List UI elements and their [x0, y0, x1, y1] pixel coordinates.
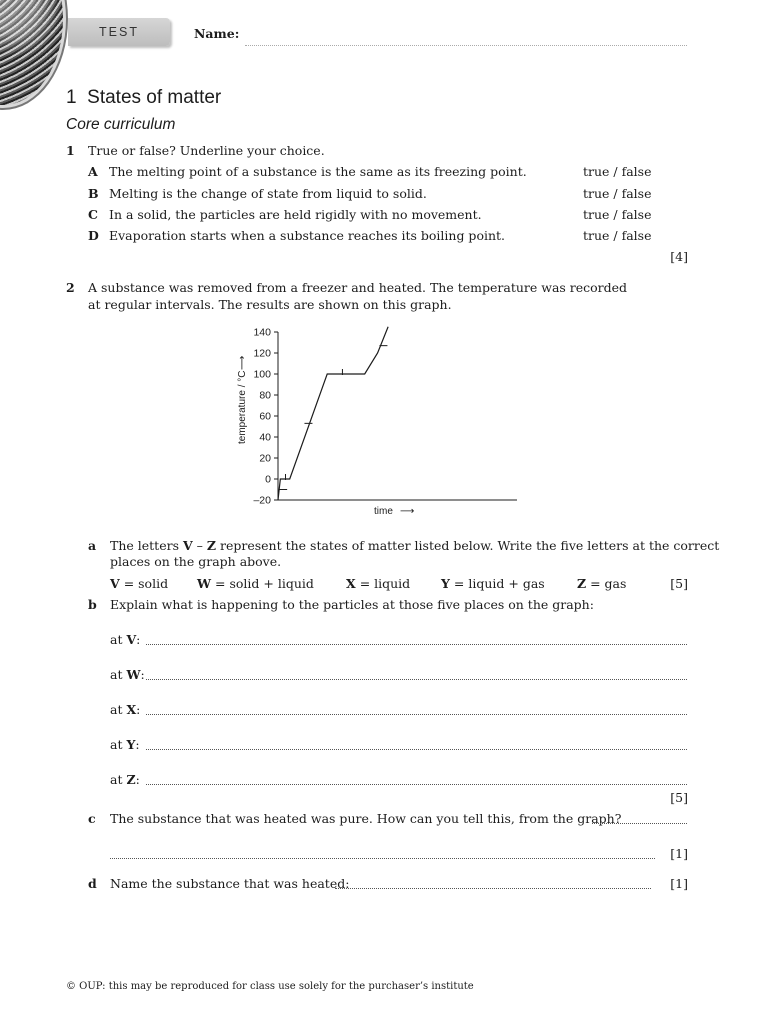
unit-number: 1 [66, 87, 77, 108]
answer-label-letter: Y [126, 737, 136, 752]
unit-title [66, 87, 221, 109]
name-label: Name: [194, 26, 240, 41]
question-2-number: 2 [66, 280, 75, 295]
y-ticks [253, 327, 278, 507]
answer-label-post: : [140, 667, 145, 682]
q1-item-text: The melting point of a substance is the same as its freezing point. [109, 164, 527, 179]
curve-marks [279, 346, 387, 490]
y-tick-label: 120 [253, 347, 271, 360]
test-tab: TEST [68, 18, 170, 46]
answer-label-post: : [135, 737, 140, 752]
state-key-v [110, 576, 168, 591]
part-a-letter-v: V [182, 538, 193, 553]
state-key-y [441, 576, 545, 591]
answer-line-c2[interactable] [110, 858, 655, 859]
part-a-text-line2: places on the graph above. [110, 554, 282, 569]
answer-label-pre: at [110, 737, 127, 752]
state-key-x [346, 576, 410, 591]
key-desc: = solid [123, 576, 169, 591]
question-1-number: 1 [66, 143, 75, 158]
answer-label-letter: W [126, 667, 141, 682]
answer-line-z[interactable] [146, 784, 687, 785]
y-axis-label: temperature / °C [237, 370, 248, 444]
part-a-marks: [5] [670, 576, 688, 591]
part-d-marks: [1] [670, 876, 688, 891]
part-a-text-pre: The letters [110, 538, 183, 553]
question-2-prompt-line1: A substance was removed from a freezer and heated. The temperature was recorded [88, 280, 628, 295]
q1-item-text: Evaporation starts when a substance reaches its boiling point. [109, 228, 506, 243]
name-answer-line[interactable] [245, 45, 687, 46]
part-b-marks: [5] [670, 790, 688, 805]
temperature-time-graph [228, 318, 528, 524]
part-c-text: The substance that was heated was pure. How can you tell this, from the graph? [110, 811, 622, 826]
part-b-text: Explain what is happening to the particles at those five places on the graph: [110, 597, 594, 612]
key-desc: = solid + liquid [215, 576, 314, 591]
y-tick-label: 40 [259, 431, 271, 444]
q1-item-letter: B [88, 186, 99, 201]
answer-label-letter: V [126, 632, 137, 647]
answer-label-post: : [135, 772, 140, 787]
state-key-w [197, 576, 314, 591]
answer-label-pre: at [110, 702, 127, 717]
y-tick-label: 140 [253, 326, 271, 339]
answer-label-pre: at [110, 772, 127, 787]
answer-label-w [110, 667, 145, 682]
y-tick-label: 100 [253, 368, 271, 381]
x-axis-label: time [374, 506, 393, 517]
q1-item-text: Melting is the change of state from liquid to solid. [109, 186, 427, 201]
q1-item-choice[interactable]: true / false [583, 164, 652, 179]
answer-label-letter: X [126, 702, 137, 717]
part-a-letter: a [88, 538, 97, 553]
key-desc: = liquid [359, 576, 411, 591]
answer-line-c1[interactable] [592, 823, 687, 824]
key-letter: W [197, 576, 212, 591]
q1-item-letter: C [88, 207, 98, 222]
y-tick-label: 0 [265, 473, 271, 486]
part-c-marks: [1] [670, 846, 688, 861]
q1-item-choice[interactable]: true / false [583, 186, 652, 201]
answer-label-post: : [136, 702, 141, 717]
q1-marks: [4] [670, 249, 688, 264]
answer-label-x [110, 702, 140, 717]
q1-item-choice[interactable]: true / false [583, 207, 652, 222]
answer-label-y [110, 737, 140, 752]
y-tick-label: 80 [259, 389, 271, 402]
y-axis-arrow-icon: ⟶ [237, 355, 248, 370]
copyright-footer: © OUP: this may be reproduced for class use solely for the purchaser’s institute [66, 981, 474, 992]
part-c-letter: c [88, 811, 96, 826]
y-tick-label: 60 [259, 410, 271, 423]
state-key-z [577, 576, 626, 591]
answer-label-z [110, 772, 140, 787]
question-1-prompt: True or false? Underline your choice. [88, 143, 325, 158]
answer-label-pre: at [110, 632, 127, 647]
answer-label-letter: Z [126, 772, 136, 787]
key-letter: X [346, 576, 356, 591]
answer-label-v [110, 632, 140, 647]
answer-line-w[interactable] [146, 679, 687, 680]
q1-item-choice[interactable]: true / false [583, 228, 652, 243]
key-letter: V [110, 576, 120, 591]
decorative-disc-image [0, 0, 66, 108]
part-b-letter: b [88, 597, 97, 612]
q1-item-letter: D [88, 228, 99, 243]
answer-label-pre: at [110, 667, 127, 682]
part-d-text: Name the substance that was heated: [110, 876, 350, 891]
answer-label-post: : [136, 632, 141, 647]
key-desc: = gas [590, 576, 627, 591]
question-2-prompt-line2: at regular intervals. The results are shown on this graph. [88, 297, 452, 312]
section-subtitle: Core curriculum [66, 116, 176, 133]
y-tick-label: 20 [259, 452, 271, 465]
q1-item-text: In a solid, the particles are held rigidly with no movement. [109, 207, 482, 222]
y-tick-label: –20 [253, 494, 271, 507]
answer-line-d[interactable] [335, 888, 651, 889]
heating-curve [278, 327, 388, 500]
answer-line-v[interactable] [146, 644, 687, 645]
part-a-text-post: represent the states of matter listed below. Write the five letters at the correct [216, 538, 720, 553]
answer-line-y[interactable] [146, 749, 687, 750]
key-letter: Y [441, 576, 450, 591]
x-axis-arrow-icon: ⟶ [400, 506, 415, 517]
key-desc: = liquid + gas [453, 576, 545, 591]
answer-line-x[interactable] [146, 714, 687, 715]
unit-title-text: States of matter [87, 87, 222, 108]
part-a-text-mid: – [192, 538, 207, 553]
part-d-letter: d [88, 876, 97, 891]
part-a-text [110, 538, 719, 553]
key-letter: Z [577, 576, 587, 591]
part-a-letter-z: Z [206, 538, 216, 553]
q1-item-letter: A [88, 164, 98, 179]
